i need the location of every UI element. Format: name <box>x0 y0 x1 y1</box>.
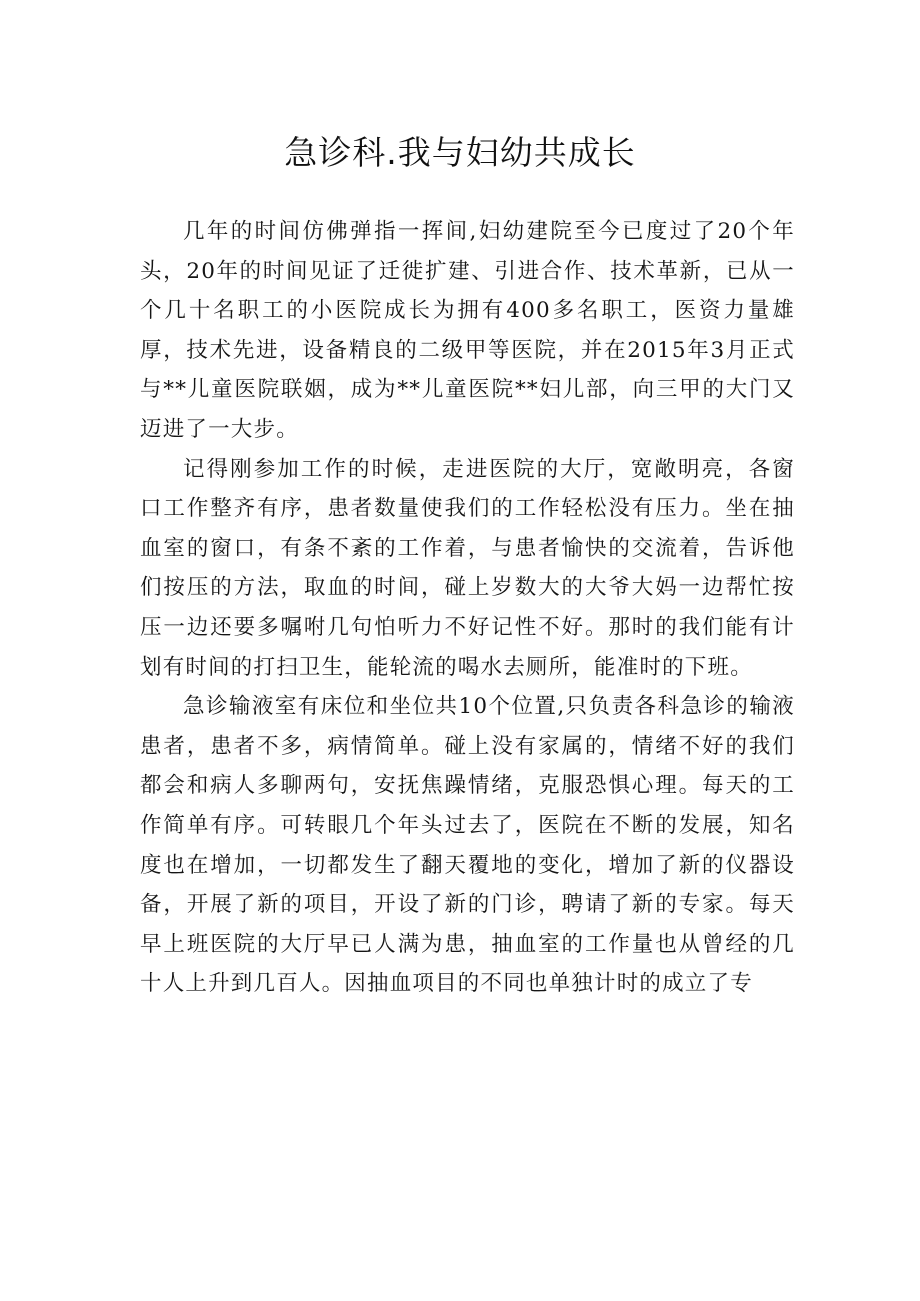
paragraph-1: 几年的时间仿佛弹指一挥间,妇幼建院至今已度过了20个年头，20年的时间见证了迁徙扩建、引进合作、技术革新，已从一个几十名职工的小医院成长为拥有400多名职工，医资力量雄厚，技术先进，设备精良的二级甲等医院，并在2015年3月正式与**儿童医院联姻，成为**儿童医院**妇儿部，向三甲的大门又迈进了一大步。 <box>140 219 795 442</box>
page-title: 急诊科.我与妇幼共成长 <box>284 133 636 172</box>
paragraph-2: 记得刚参加工作的时候，走进医院的大厅，宽敞明亮，各窗口工作整齐有序，患者数量使我们的工作轻松没有压力。坐在抽血室的窗口，有条不紊的工作着，与患者愉快的交流着，告诉他们按压的方法，取血的时间，碰上岁数大的大爷大妈一边帮忙按压一边还要多嘱咐几句怕听力不好记性不好。那时的我们能有计划有时间的打扫卫生，能轮流的喝水去厕所，能准时的下班。 <box>140 456 795 680</box>
document-body <box>140 212 795 1004</box>
paragraph-3: 急诊输液室有床位和坐位共10个位置,只负责各科急诊的输液患者，患者不多，病情简单。碰上没有家属的，情绪不好的我们都会和病人多聊两句，安抚焦躁情绪，克服恐惧心理。每天的工作简单有序。可转眼几个年头过去了，医院在不断的发展，知名度也在增加，一切都发生了翻天覆地的变化，增加了新的仪器设备，开展了新的项目，开设了新的门诊，聘请了新的专家。每天早上班医院的大厅早已人满为患，抽血室的工作量也从曾经的几十人上升到几百人。因抽血项目的不同也单独计时的成立了专 <box>140 694 795 997</box>
